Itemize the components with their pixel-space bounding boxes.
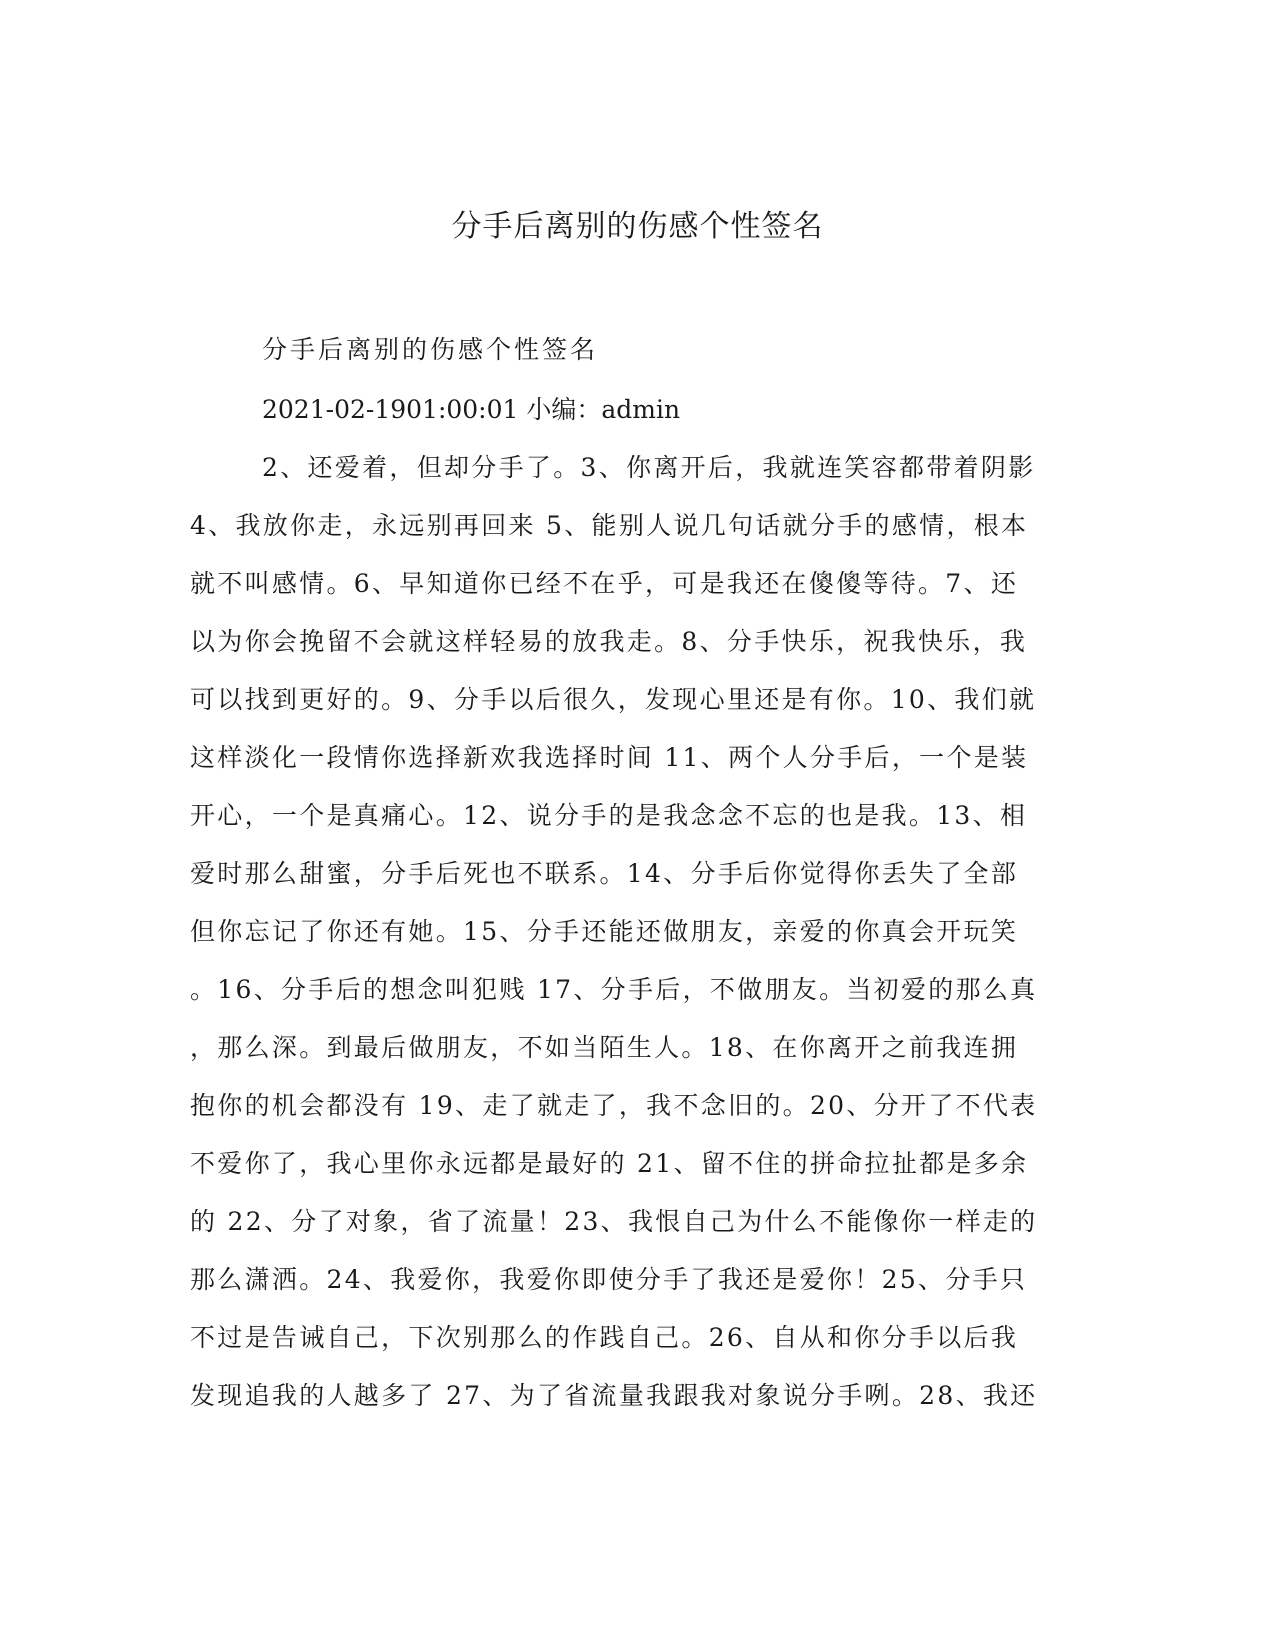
- body-line: 抱你的机会都没有 19、走了就走了，我不念旧的。20、分开了不代表: [190, 1091, 1038, 1120]
- body-line: 爱时那么甜蜜，分手后死也不联系。14、分手后你觉得你丢失了全部: [190, 859, 1019, 888]
- body-line: 2、还爱着，但却分手了。3、你离开后，我就连笑容都带着阴影: [262, 453, 1036, 482]
- body-line: 4、我放你走，永远别再回来 5、能别人说几句话就分手的感情，根本: [190, 511, 1029, 540]
- body-line: 开心，一个是真痛心。12、说分手的是我念念不忘的也是我。13、相: [190, 801, 1028, 830]
- document-title: 分手后离别的伤感个性签名: [451, 209, 824, 244]
- body-line: 可以找到更好的。9、分手以后很久，发现心里还是有你。10、我们就: [190, 685, 1037, 714]
- body-line: 不爱你了，我心里你永远都是最好的 21、留不住的拼命拉扯都是多余: [190, 1149, 1029, 1178]
- document-meta: 2021-02-1901:00:01 小编：admin: [262, 395, 681, 424]
- body-line: 但你忘记了你还有她。15、分手还能还做朋友，亲爱的你真会开玩笑: [190, 917, 1019, 946]
- body-line: 以为你会挽留不会就这样轻易的放我走。8、分手快乐，祝我快乐，我: [190, 627, 1028, 656]
- body-line: 这样淡化一段情你选择新欢我选择时间 11、两个人分手后，一个是装: [190, 743, 1029, 772]
- body-line: ，那么深。到最后做朋友，不如当陌生人。18、在你离开之前我连拥: [190, 1033, 1019, 1062]
- body-line: 的 22、分了对象，省了流量！23、我恨自己为什么不能像你一样走的: [190, 1207, 1038, 1236]
- body-line: 不过是告诫自己，下次别那么的作践自己。26、自从和你分手以后我: [190, 1323, 1019, 1352]
- body-line: 就不叫感情。6、早知道你已经不在乎，可是我还在傻傻等待。7、还: [190, 569, 1019, 598]
- body-line: 。16、分手后的想念叫犯贱 17、分手后，不做朋友。当初爱的那么真: [190, 975, 1038, 1004]
- body-line: 发现追我的人越多了 27、为了省流量我跟我对象说分手咧。28、我还: [190, 1381, 1038, 1410]
- document-subtitle: 分手后离别的伤感个性签名: [262, 335, 599, 364]
- body-line: 那么潇洒。24、我爱你，我爱你即使分手了我还是爱你！25、分手只: [190, 1265, 1028, 1294]
